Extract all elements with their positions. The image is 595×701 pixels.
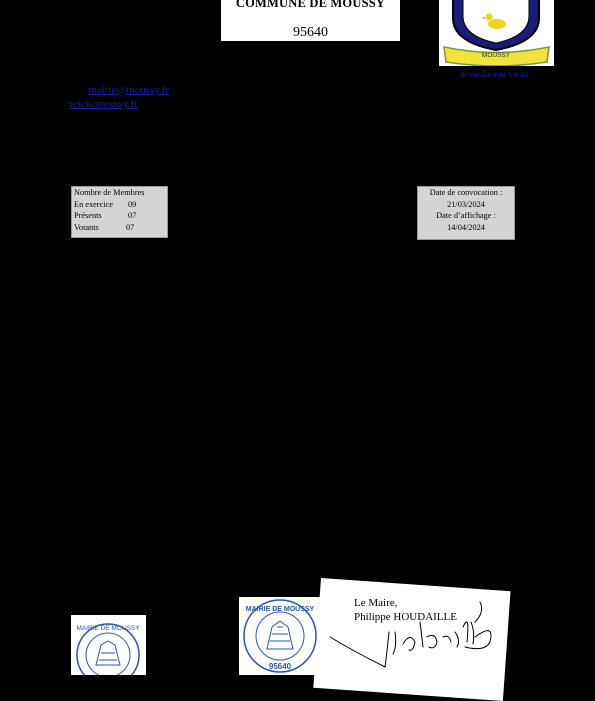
- members-value: 09: [128, 199, 137, 209]
- done-at-text: Fait à Moussy: [352, 570, 415, 582]
- affichage-label: Date d’affichage :: [436, 211, 496, 220]
- postal-code: 95640: [293, 25, 328, 40]
- mairie-stamp-left: [71, 615, 146, 675]
- crest-icon: [439, 0, 554, 66]
- website-link[interactable]: www.moussy.fr: [69, 98, 138, 110]
- stamp-text: MAIRIE DE MOUSSY: [245, 606, 315, 613]
- members-label: Présents: [74, 211, 102, 220]
- crest-motto: le vieille eau vivan: [460, 69, 529, 79]
- mayor-title: Le Maire,: [354, 597, 398, 609]
- stamp-text: MAIRIE DE MOUSSY: [76, 625, 140, 632]
- crest-banner-text: MOUSSY: [481, 52, 511, 59]
- handwritten-signature: [325, 592, 505, 672]
- convocation-label: Date de convocation :: [429, 188, 503, 197]
- email-link[interactable]: mairie@moussy.fr: [88, 84, 170, 96]
- mayor-name: Philippe HOUDAILLE: [354, 611, 457, 623]
- stamp-postal-text: 95640: [268, 662, 292, 671]
- convocation-date: 21/03/2024: [447, 199, 485, 209]
- members-label: Votants: [74, 222, 99, 232]
- members-label: En exercice: [74, 199, 113, 209]
- members-value: 07: [128, 211, 137, 220]
- members-value: 07: [126, 222, 135, 232]
- members-row-exercice: [74, 199, 167, 211]
- commune-name: COMMUNE DE MOUSSY: [235, 0, 386, 10]
- members-row-votants: [74, 222, 167, 234]
- town-crest: [439, 0, 554, 66]
- members-box: [71, 186, 168, 238]
- commune-header: [221, 0, 400, 41]
- members-row-presents: [74, 210, 167, 222]
- members-title: Nombre de Membres: [74, 188, 145, 197]
- mairie-stamp-center: [239, 597, 321, 675]
- affichage-date: 14/04/2024: [447, 222, 485, 232]
- dates-box: [417, 186, 515, 240]
